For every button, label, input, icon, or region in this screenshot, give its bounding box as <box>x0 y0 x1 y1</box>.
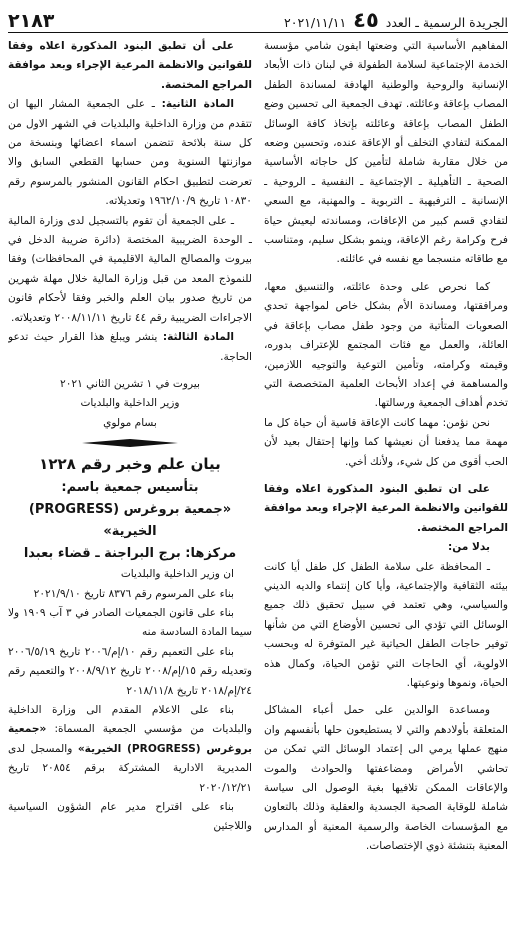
basis-notification: بناء على الاعلام المقدم الى وزارة الداخلية والبلديات من مؤسسي الجمعية المسماة: «جمعية بروغرس (PROGRESS) الخيرية» والمسجل لدى المديرية الادارية المشتركة برقم ٢٠٨٥٤ تاريخ ٢٠٢٠/١٢/٢١ <box>8 703 252 794</box>
paragraph-belief: نحن نؤمن: مهما كانت الإعاقة قاسية أن حياة كل ما مهمة مما يدفعنا أن نعيشها كما وإنها إحتقال بعيد لأن الحب أقوى من كل شيء، ولأنك أخي. <box>264 416 508 468</box>
paragraph-compliance: على ان تطبق البنود المذكورة اعلاه وفقا للقوانين والانظمة المرعية الإجراء وبعد موافقة المراجع المختصة. <box>264 482 508 534</box>
paragraph-goals: المفاهيم الأساسية التي وضعتها ايفون شامي مؤسسة الخدمة الإجتماعية لسلامة الطفولة في لبنان ذات الأبعاد الإنسانية والروحية والوطنية الهادفة لمساندة الطفل المصاب بإعاقة وعائلته. تهدف الجمعية الى تحسين وضع الطفل المصاب بإعاقة وعائلته بإتخاذ كافة الوسائل الممكنة لتفادي التخلف أو الإعاقة عنده، وتحسين وضعه من خلال مقاربة شاملة لتأمين كل حاجاته الأساسية الصحية ـ التأهيلية ـ الإجتماعية ـ النفسية ـ الروحية ـ الإنسانية ـ الترفيهية ـ التربوية ـ والمهنية، مع السعي لتفادي قسم كبير من الإعاقات، ومساندته ليعيش حياة فرح وكرامة رغم الإعاقة، وينمو بشكل سليم، ومتناسب مع طاقاته منسجما مع نفسه في عائلته. <box>264 40 508 266</box>
basis-circulars: بناء على التعميم رقم ١٠/إم/٢٠٠٦ تاريخ ٢٠٠٦/٥/١٩ وتعديله رقم ١٥/إم/٢٠٠٨ تاريخ ٢٠٠٨/٩/١٢ والتعميم رقم ٢٤/إم/٢٠١٨ تاريخ ٢٠١٨/١١/٨ <box>8 645 252 697</box>
article-two <box>8 95 252 211</box>
notice-subtitle: بتأسيس جمعية باسم: <box>61 480 199 496</box>
article-three <box>8 328 252 367</box>
basis-law: بناء على قانون الجمعيات الصادر في ٣ آب ١٩٠٩ ولا سيما المادة السادسة منه <box>8 606 252 639</box>
headquarters-line: مركزها: برج البراجنة ـ قضاء بعبدا <box>23 546 237 562</box>
divider-ornament-icon <box>82 439 178 447</box>
issue-number: ٤٥ <box>353 8 379 32</box>
right-column <box>264 37 508 933</box>
article-three-label: المادة الثالثة: <box>162 331 234 344</box>
instead-label: بدلا من: <box>447 541 490 554</box>
left-column <box>8 37 252 933</box>
paragraph-family: كما نحرص على وحدة عائلته، والتنسيق معها، ومرافقتها، ومساندة الأم بشكل خاص لمواجهة تحدي الصعوبات المتأتية من وجود طفل مصاب بإعاقة في العائلة، والعمل مع فئات المجتمع للإعتراف بدوره، وقيمته وكرامته، وتأمين التوعية والتوجيه اللازمين، والمساهمة في إعداد الأبحاث العلمية المتخصصة التي تخدم أهداف الجمعية ورسالتها. <box>264 280 508 410</box>
paragraph-compliance-left: على أن تطبق البنود المذكورة اعلاه وفقا للقوانين والانظمة المرعية الإجراء وبعد موافقة المراجع المختصة. <box>8 40 252 91</box>
basis-decree: بناء على المرسوم رقم ٨٣٧٦ تاريخ ٢٠٢١/٩/١٠ <box>33 587 234 600</box>
page-header <box>8 6 508 33</box>
notification-assoc-name: «جمعية بروغرس (PROGRESS) الخيرية» <box>8 723 252 755</box>
paragraph-child-safety: ـ المحافظة على سلامة الطفل كل طفل أيا كانت بيئته الثقافية والإجتماعية، وأيا كان إنتماء والديه الديني والسياسي، وهي تعتمد في سبيل تحقيق ذلك جميع الوسائل التي تؤدي الى تحسين الأوضاع التي من شأنها توفير حاجات الطفل الحياتية غير المتوفرة له وبحسب الاولوية، أي الحاجات التي تؤمن الحياة، وكمال هذه الحياة، ونموها ونوعيتها. <box>264 560 508 689</box>
article-three-text: ينشر ويبلغ هذا القرار حيث تدعو الحاجة. <box>8 331 252 363</box>
header-title <box>284 8 508 32</box>
signature-name: بسام مولوي <box>103 416 157 429</box>
article-two-label: المادة الثانية: <box>161 98 234 111</box>
page-number: ٢١٨٣ <box>8 10 55 32</box>
signature-date: بيروت في ١ تشرين الثاني ٢٠٢١ <box>60 377 200 390</box>
paragraph-tax: ـ على الجمعية أن تقوم بالتسجيل لدى وزارة المالية ـ الوحدة الضريبية المختصة (دائرة ضريبة الدخل في بيروت والمصالح المالية الاقليمية في المحافظات) وفقا للنموذج المعد من قبل وزارة المالية خلال مهلة شهرين من تاريخ صدور بيان العلم والخبر وفقا لأحكام قانون الاجراءات الضريبية رقم ٤٤ تاريخ ٢٠٠٨/١١/١١ وتعديلاته. <box>8 214 252 324</box>
issue-date: ٢٠٢١/١١/١١ <box>284 15 347 30</box>
section-divider <box>8 439 252 447</box>
paragraph-parents: ومساعدة الوالدين على حمل أعباء المشاكل المتعلقة بأولادهم والتي لا يستطيعون حلها بأنفسهم وان منهج عملها يرمي الى إعتماد الوسائل التي تمكن من تحاشي الأمراض ومضاعفتها والحوادث والموت والإعاقات الممكن تلافيها بغية الوصول الى سياسة شاملة للوقاية الصحية الجسدية والعقلية وذلك بالتعاون مع المؤسسات الخاصة والرسمية المعنية أو المدارس المعنية بتنشئة ذوي الإختصاصات. <box>264 704 508 853</box>
basis-proposal: بناء على اقتراح مدير عام الشؤون السياسية واللاجئين <box>8 801 252 833</box>
association-name: «جمعية بروغرس (PROGRESS) الخيرية» <box>28 502 232 540</box>
content-columns <box>8 37 508 933</box>
gazette-name: الجريدة الرسمية ـ العدد <box>385 15 508 30</box>
minister-line: ان وزير الداخلية والبلديات <box>120 568 234 581</box>
signature-title: وزير الداخلية والبلديات <box>80 397 180 410</box>
notice-title: بيان علم وخبر رقم ١٢٢٨ <box>39 455 221 474</box>
article-two-text: ـ على الجمعية المشار اليها ان تتقدم من وزارة الداخلية والبلديات في الشهر الاول من كل سنة بلائحة تتضمن اسماء اعضائها وبنسخة من موازنتها السنوية ومن حسابها القطعي السابق والا تعرضت لتطبيق احكام القانون المنشور بالمرسوم رقم ١٠٨٣٠ تاريخ ١٩٦٢/١٠/٩ وتعديلاته. <box>8 98 252 208</box>
